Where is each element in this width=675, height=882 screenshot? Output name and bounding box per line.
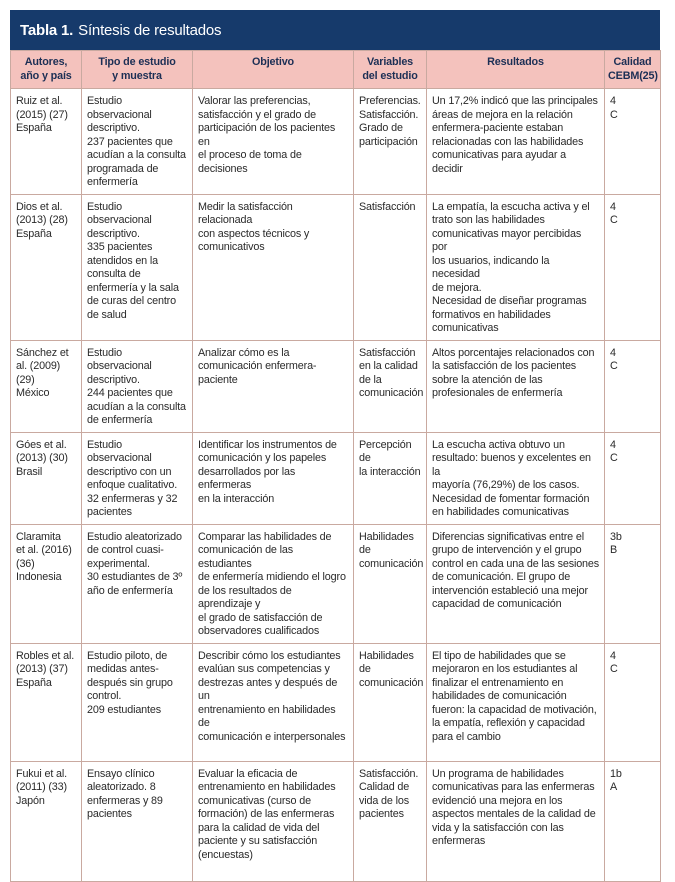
cell-variables: Preferencias. Satisfacción. Grado de participación [354,89,427,195]
cell-study-type: Estudio piloto, de medidas antes- después sin grupo control. 209 estudiantes [82,643,193,761]
header-study-type: Tipo de estudio y muestra [82,51,193,89]
header-objective: Objetivo [193,51,354,89]
cell-results: El tipo de habilidades que se mejoraron en los estudiantes al finalizar el entrenamiento en habilidades de comunicación fueron: la capacidad de motivación, la empatía, reflexión y capacidad para el cambio [427,643,605,761]
table-row [11,89,661,195]
cell-variables: Habilidades de comunicación [354,524,427,643]
header-variables: Variables del estudio [354,51,427,89]
results-table-figure [10,10,660,882]
cell-study-type: Estudio observacional descriptivo. 237 pacientes que acudían a la consulta programada de enfermería [82,89,193,195]
cell-quality: 4 C [605,194,661,340]
table-row [11,340,661,432]
cell-authors: Ruiz et al. (2015) (27) España [11,89,82,195]
table-row [11,194,661,340]
cell-authors: Góes et al. (2013) (30) Brasil [11,432,82,524]
cell-authors: Dios et al. (2013) (28) España [11,194,82,340]
cell-authors: Robles et al. (2013) (37) España [11,643,82,761]
cell-study-type: Estudio observacional descriptivo. 244 pacientes que acudían a la consulta de enfermería [82,340,193,432]
header-row [11,51,661,89]
cell-objective: Describir cómo los estudiantes evalúan sus competencias y destrezas antes y después de un entrenamiento en habilidades de comunicación e interpersonales [193,643,354,761]
table-number: Tabla 1. [20,21,74,39]
cell-quality: 4 C [605,643,661,761]
cell-results: Un programa de habilidades comunicativas para las enfermeras evidenció una mejora en los aspectos mentales de la calidad de vida y la satisfacción con las enfermeras [427,761,605,881]
cell-quality: 1b A [605,761,661,881]
cell-study-type: Estudio observacional descriptivo con un enfoque cualitativo. 32 enfermeras y 32 pacientes [82,432,193,524]
cell-quality: 4 C [605,432,661,524]
table-row [11,643,661,761]
cell-variables: Satisfacción. Calidad de vida de los pacientes [354,761,427,881]
cell-results: Altos porcentajes relacionados con la satisfacción de los pacientes sobre la atención de las profesionales de enfermería [427,340,605,432]
header-quality: Calidad CEBM(25) [605,51,661,89]
table-row [11,761,661,881]
cell-objective: Valorar las preferencias, satisfacción y el grado de participación de los pacientes en el proceso de toma de decisiones [193,89,354,195]
cell-quality: 3b B [605,524,661,643]
table-title-bar [10,10,660,50]
cell-quality: 4 C [605,340,661,432]
cell-results: Diferencias significativas entre el grupo de intervención y el grupo control en cada una de las sesiones de comunicación. El grupo de intervención estableció una mejor capacidad de comunicación [427,524,605,643]
cell-authors: Fukui et al. (2011) (33) Japón [11,761,82,881]
cell-study-type: Estudio observacional descriptivo. 335 pacientes atendidos en la consulta de enfermería y la sala de curas del centro de salud [82,194,193,340]
header-results: Resultados [427,51,605,89]
cell-objective: Evaluar la eficacia de entrenamiento en habilidades comunicativas (curso de formación) de las enfermeras para la calidad de vida del paciente y su satisfacción (encuestas) [193,761,354,881]
cell-variables: Satisfacción [354,194,427,340]
table-title: Síntesis de resultados [78,21,222,39]
cell-variables: Satisfacción en la calidad de la comunicación [354,340,427,432]
cell-authors: Claramita et al. (2016) (36) Indonesia [11,524,82,643]
table-row [11,524,661,643]
cell-objective: Medir la satisfacción relacionada con aspectos técnicos y comunicativos [193,194,354,340]
cell-objective: Analizar cómo es la comunicación enfermera- paciente [193,340,354,432]
cell-results: Un 17,2% indicó que las principales áreas de mejora en la relación enfermera-paciente estaban relacionadas con las habilidades comunicativas para ayudar a decidir [427,89,605,195]
cell-objective: Identificar los instrumentos de comunicación y los papeles desarrollados por las enfermeras en la interacción [193,432,354,524]
header-authors: Autores, año y país [11,51,82,89]
cell-variables: Percepción de la interacción [354,432,427,524]
cell-quality: 4 C [605,89,661,195]
cell-results: La escucha activa obtuvo un resultado: buenos y excelentes en la mayoría (76,29%) de los casos. Necesidad de fomentar formación en habilidades comunicativas [427,432,605,524]
cell-objective: Comparar las habilidades de comunicación de las estudiantes de enfermería midiendo el logro de los resultados de aprendizaje y el grado de satisfacción de observadores cualificados [193,524,354,643]
results-table [10,50,661,882]
cell-variables: Habilidades de comunicación [354,643,427,761]
cell-authors: Sánchez et al. (2009) (29) México [11,340,82,432]
cell-study-type: Ensayo clínico aleatorizado. 8 enfermeras y 89 pacientes [82,761,193,881]
table-row [11,432,661,524]
cell-study-type: Estudio aleatorizado de control cuasi- experimental. 30 estudiantes de 3º año de enfermería [82,524,193,643]
cell-results: La empatía, la escucha activa y el trato son las habilidades comunicativas mayor percibidas por los usuarios, indicando la necesidad de mejora. Necesidad de diseñar programas formativos en habilidades comunicativas [427,194,605,340]
